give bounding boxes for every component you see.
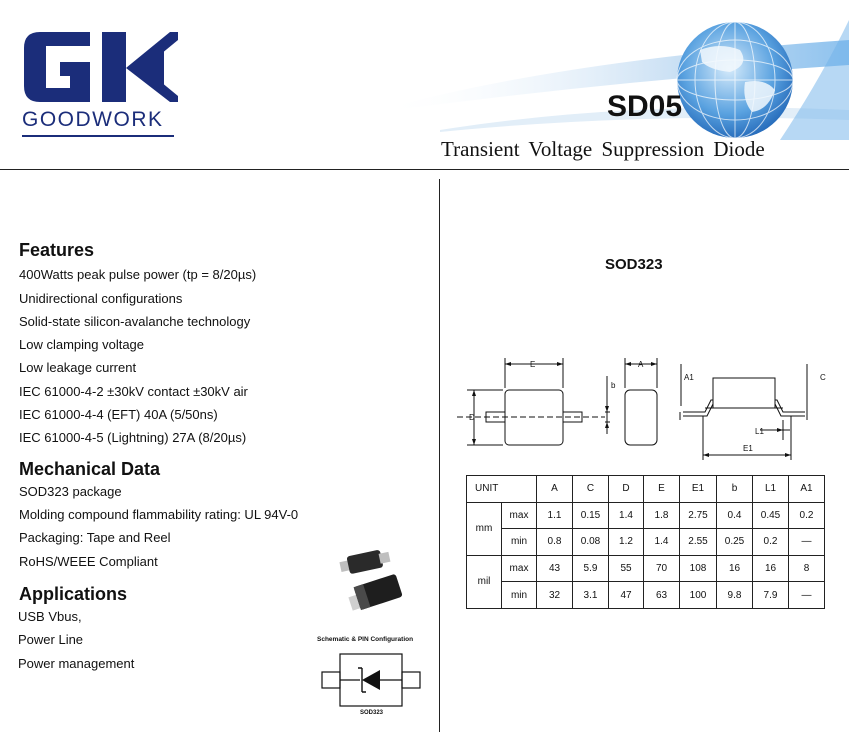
- table-cell: 32: [537, 582, 573, 609]
- mechanical-item: SOD323 package: [19, 484, 122, 499]
- column-divider: [439, 179, 440, 732]
- mechanical-data-heading: Mechanical Data: [19, 459, 161, 479]
- table-cell: 0.45: [753, 502, 789, 529]
- application-item: USB Vbus,: [18, 609, 82, 624]
- document-subtitle: Transient Voltage Suppression Diode: [441, 137, 765, 161]
- gk-logo-mark: [20, 28, 180, 106]
- feature-item: Low clamping voltage: [19, 337, 145, 352]
- table-row: [467, 582, 825, 609]
- feature-item: IEC 61000-4-5 (Lightning) 27A (8/20µs): [19, 430, 247, 445]
- company-logo: [20, 28, 185, 138]
- table-cell: —: [789, 582, 825, 609]
- unit-header: UNIT: [467, 476, 537, 503]
- dim-label-e1: E1: [743, 444, 753, 453]
- brand-name: GOODWORK: [22, 108, 164, 131]
- table-cell: 2.55: [680, 529, 717, 556]
- column-header: b: [717, 476, 753, 503]
- features-heading: Features: [19, 240, 95, 260]
- brand-underline: [22, 135, 174, 137]
- dimension-table: [466, 475, 825, 609]
- mechanical-item: Packaging: Tape and Reel: [19, 530, 171, 545]
- table-cell: 7.9: [753, 582, 789, 609]
- applications-heading: Applications: [19, 584, 128, 604]
- table-cell: 0.15: [573, 502, 609, 529]
- dim-label-d: D: [469, 413, 475, 422]
- column-header: A: [537, 476, 573, 503]
- column-header: E1: [680, 476, 717, 503]
- row-label: max: [502, 555, 537, 582]
- row-label: max: [502, 502, 537, 529]
- table-cell: 0.2: [789, 502, 825, 529]
- table-header-row: [467, 476, 825, 503]
- dim-label-c: C: [820, 373, 826, 382]
- dim-label-a: A: [638, 360, 644, 369]
- feature-item: Low leakage current: [19, 360, 137, 375]
- mechanical-item: Molding compound flammability rating: UL 94V-0: [19, 507, 299, 522]
- table-cell: 0.08: [573, 529, 609, 556]
- dim-label-b: b: [611, 381, 616, 390]
- table-cell: 1.1: [537, 502, 573, 529]
- schematic-diagram: [318, 648, 423, 710]
- table-cell: 16: [717, 555, 753, 582]
- table-cell: 3.1: [573, 582, 609, 609]
- column-header: C: [573, 476, 609, 503]
- table-cell: 9.8: [717, 582, 753, 609]
- table-cell: 0.4: [717, 502, 753, 529]
- dim-label-e: E: [530, 360, 536, 369]
- table-cell: 0.8: [537, 529, 573, 556]
- table-cell: 43: [537, 555, 573, 582]
- schematic-caption: Schematic & PIN Configuration: [317, 636, 414, 643]
- table-cell: 1.2: [609, 529, 644, 556]
- table-cell: —: [789, 529, 825, 556]
- table-cell: 1.8: [644, 502, 680, 529]
- table-cell: 55: [609, 555, 644, 582]
- table-row: [467, 555, 825, 582]
- application-item: Power Line: [18, 632, 84, 647]
- column-header: L1: [753, 476, 789, 503]
- table-cell: 0.2: [753, 529, 789, 556]
- column-header: E: [644, 476, 680, 503]
- table-cell: 47: [609, 582, 644, 609]
- package-outline-drawing: [455, 350, 840, 465]
- schematic-package-label: SOD323: [360, 710, 384, 716]
- table-cell: 100: [680, 582, 717, 609]
- table-cell: 5.9: [573, 555, 609, 582]
- application-item: Power management: [18, 656, 135, 671]
- feature-item: Unidirectional configurations: [19, 291, 183, 306]
- package-title: SOD323: [605, 256, 663, 273]
- row-label: min: [502, 582, 537, 609]
- table-cell: 2.75: [680, 502, 717, 529]
- table-cell: 16: [753, 555, 789, 582]
- column-header: A1: [789, 476, 825, 503]
- table-cell: 1.4: [644, 529, 680, 556]
- feature-item: IEC 61000-4-4 (EFT) 40A (5/50ns): [19, 407, 218, 422]
- dim-label-l1: L1: [755, 427, 764, 436]
- part-number: SD05: [607, 90, 683, 123]
- feature-item: IEC 61000-4-2 ±30kV contact ±30kV air: [19, 384, 248, 399]
- unit-cell: mil: [467, 555, 502, 608]
- feature-item: Solid-state silicon-avalanche technology: [19, 314, 251, 329]
- feature-item: 400Watts peak pulse power (tp = 8/20µs): [19, 267, 257, 282]
- mechanical-item: RoHS/WEEE Compliant: [19, 554, 158, 569]
- table-cell: 70: [644, 555, 680, 582]
- dim-label-a1: A1: [684, 373, 694, 382]
- table-row: [467, 529, 825, 556]
- table-cell: 8: [789, 555, 825, 582]
- table-row: [467, 502, 825, 529]
- table-cell: 63: [644, 582, 680, 609]
- table-cell: 0.25: [717, 529, 753, 556]
- table-cell: 108: [680, 555, 717, 582]
- column-header: D: [609, 476, 644, 503]
- row-label: min: [502, 529, 537, 556]
- package-photo: [335, 545, 410, 615]
- table-cell: 1.4: [609, 502, 644, 529]
- header-divider: [0, 169, 849, 170]
- unit-cell: mm: [467, 502, 502, 555]
